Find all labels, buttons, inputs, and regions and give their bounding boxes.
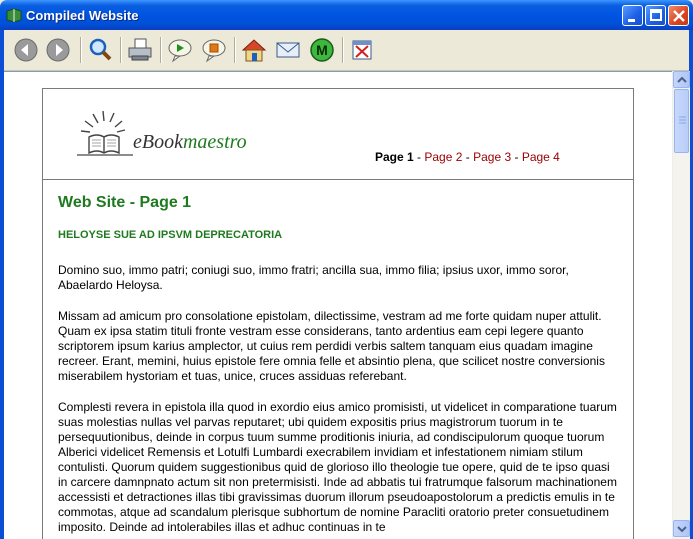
title-bar[interactable] <box>0 0 693 30</box>
minimize-button[interactable] <box>622 5 643 26</box>
maestro-icon <box>308 36 336 64</box>
forward-button[interactable] <box>44 36 72 64</box>
mail-button[interactable] <box>274 36 302 64</box>
paragraph: Domino suo, immo patri; coniugi suo, immo fratri; ancilla sua, immo filia; ipsius uxor, immo soror, Abaelardo Heloysa. <box>58 263 569 292</box>
stop-icon <box>200 36 228 64</box>
maestro-button[interactable] <box>308 36 336 64</box>
back-button[interactable] <box>12 36 40 64</box>
maximize-icon <box>646 6 667 27</box>
minimize-icon <box>623 6 644 27</box>
forward-icon <box>44 36 72 64</box>
paragraph: Missam ad amicum pro consolatione epistolam, dilectissime, vestram ad me forte quidam nuper attulit. Quam ex ipsa statim tituli fronte vestram esse considerans, tanto ardentius eam cepi legere quanto scriptorem ipsum karius amplector, ut cuius rem perdidi verbis saltem tanquam eius quadam imagine recreer. Erant, memini, huius epistole fere omnia felle et absintio plena, que scilicet nostre conversionis miserabilem hystoriam et tuas, unice, cruces assiduas referebant. <box>58 309 605 383</box>
scroll-up-button[interactable] <box>673 71 690 88</box>
close-page-button[interactable] <box>348 36 376 64</box>
search-icon <box>86 36 114 64</box>
toolbar-separator <box>342 37 344 63</box>
nav-link-page-4[interactable]: Page 4 <box>521 150 560 164</box>
toolbar-separator <box>160 37 162 63</box>
scrollbar-thumb[interactable] <box>674 89 689 153</box>
print-button[interactable] <box>126 36 154 64</box>
vertical-scrollbar[interactable] <box>672 71 690 539</box>
toolbar-separator <box>120 37 122 63</box>
web-content-area[interactable] <box>4 71 672 539</box>
print-icon <box>126 36 154 64</box>
search-button[interactable] <box>86 36 114 64</box>
paragraph: Complesti revera in epistola illa quod in exordio eius amico promisisti, ut videlicet in comparatione tuarum suas molestias nullas vel parvas reputaret; ubi quidem expositis prius magistrorum tuorum in te persequutionibus, deinde in corpus tuum summe proditionis iniuria, ad condiscipulorum quoque tuorum Alberici videlicet Remensis et Lotulfi Lumbardi execrabilem invidiam et infestationem nimiam stilum contulisti. Quorum quidem suggestionibus quid de glorioso illo theologie tue opere, quid de te ipso quasi in carcere damnpnato actum sit non pretermisisti. Inde ad abbatis tui fratrumque falsorum machinationem accessisti et detractiones illas tibi gravissimas duorum illorum pseudoapostolorum a predictis emulis in te commotas, atque ad scandalum plerisque subhortum de nomine Paracliti oratorio preter consuetudinem imposito. Deinde ad intolerabiles illas et adhuc continuas in te <box>58 400 617 534</box>
page-box <box>42 88 634 539</box>
close-button[interactable] <box>668 5 689 26</box>
scroll-down-button[interactable] <box>673 520 690 537</box>
home-icon <box>240 36 268 64</box>
play-button[interactable] <box>166 36 194 64</box>
toolbar <box>4 30 689 71</box>
nav-current-page: Page 1 <box>375 150 414 164</box>
home-button[interactable] <box>240 36 268 64</box>
logo-wordmark: eBookmaestro <box>133 131 247 153</box>
window-title: Compiled Website <box>26 8 139 23</box>
stop-button[interactable] <box>200 36 228 64</box>
grip-icon <box>675 90 690 152</box>
mail-icon <box>274 36 302 64</box>
svg-text:M: M <box>316 42 328 58</box>
maximize-button[interactable] <box>645 5 666 26</box>
back-icon <box>12 36 40 64</box>
close-icon <box>669 6 690 27</box>
page-heading: Web Site - Page 1 <box>58 194 192 211</box>
page-navigation: Page 1 - Page 2 - Page 3 - Page 4 <box>375 150 560 164</box>
book-app-icon <box>6 8 22 22</box>
nav-link-page-3[interactable]: Page 3 <box>473 150 512 164</box>
toolbar-separator <box>234 37 236 63</box>
toolbar-separator <box>80 37 82 63</box>
play-icon <box>166 36 194 64</box>
chevron-up-icon <box>674 72 691 89</box>
ebook-maestro-logo[interactable] <box>73 107 273 167</box>
page-header <box>43 89 633 180</box>
chevron-down-icon <box>674 521 691 538</box>
nav-link-page-2[interactable]: Page 2 <box>424 150 463 164</box>
page-body <box>58 189 620 539</box>
close-page-icon <box>348 36 376 64</box>
page-subheading: HELOYSE SUE AD IPSVM DEPRECATORIA <box>58 229 283 241</box>
